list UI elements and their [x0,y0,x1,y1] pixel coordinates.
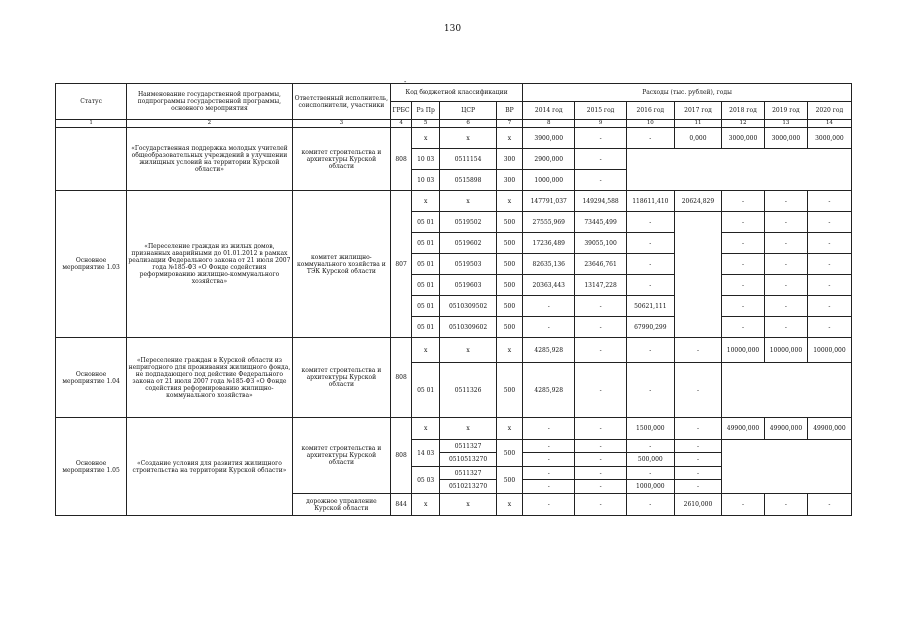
csr-cell: 0519503 [440,254,497,275]
value-cell: - [626,254,674,275]
col-number: 1 [56,120,127,128]
value-cell: - [575,338,626,363]
csr-cell: x [440,191,497,212]
value-cell: - [575,317,626,338]
value-cell: 39055,100 [575,233,626,254]
grbs-cell: 807 [391,191,412,338]
value-cell: 23646,761 [575,254,626,275]
csr-cell: 0519502 [440,212,497,233]
rzpr-cell: 14 03 [412,440,440,467]
csr-cell: 0511327 [440,440,497,453]
rzpr-cell: x [412,494,440,516]
value-cell: 500,000 [626,453,674,467]
header-rzpr: Рз Пр [412,102,440,120]
value-cell: - [807,233,851,254]
value-cell: - [722,254,765,275]
header-expenses: Расходы (тыс. рублей), годы [523,84,852,102]
status-cell [56,128,127,191]
responsible-cell: комитет строительства и архитектуры Курской области [292,418,390,494]
grbs-cell: 808 [391,338,412,418]
value-cell: - [722,191,765,212]
value-cell: 20363,443 [523,275,575,296]
rzpr-cell: 05 01 [412,254,440,275]
value-cell: - [626,440,674,453]
value-cell: - [523,453,575,467]
value-cell: - [523,494,575,516]
col-number: 11 [674,120,721,128]
page-number: 130 [443,24,462,34]
value-cell: 3000,000 [807,128,851,149]
value-cell: - [626,338,674,363]
value-cell: 2900,000 [523,149,575,170]
value-cell: 10000,000 [764,338,807,363]
value-cell: 3000,000 [764,128,807,149]
value-cell: 3000,000 [722,128,765,149]
header-grbs: ГРБС [391,102,412,120]
value-cell: - [575,467,626,480]
empty-cell [722,363,852,418]
value-cell: - [764,212,807,233]
vr-cell: 300 [496,149,522,170]
rzpr-cell: x [412,191,440,212]
header-year: 2018 год [722,102,765,120]
vr-cell: 300 [496,170,522,191]
value-cell: - [626,212,674,233]
value-cell: - [722,233,765,254]
vr-cell: 500 [496,296,522,317]
grbs-cell: 808 [391,128,412,191]
value-cell: - [764,275,807,296]
value-cell: - [626,467,674,480]
value-cell: - [764,233,807,254]
table-row [56,191,852,212]
rzpr-cell: x [412,128,440,149]
value-cell: 2610,000 [674,494,721,516]
grbs-cell: 844 [391,494,412,516]
header-year: 2017 год [674,102,721,120]
csr-cell: 0510309602 [440,317,497,338]
value-cell: 149294,588 [575,191,626,212]
value-cell: - [674,363,721,418]
responsible-cell: комитет жилищно-коммунального хозяйства и ТЭК Курской области [292,191,390,338]
col-number: 12 [722,120,765,128]
csr-cell: x [440,494,497,516]
header-year: 2020 год [807,102,851,120]
col-number: 8 [523,120,575,128]
measure-name: «Государственная поддержка молодых учителей общеобразовательных учреждений в улучшении жилищных условий на территории Курской области» [127,128,292,191]
value-cell: 27555,969 [523,212,575,233]
rzpr-cell: 05 01 [412,212,440,233]
value-cell: - [674,440,721,453]
column-numbers-row [56,120,852,128]
col-number: 9 [575,120,626,128]
value-cell: - [807,191,851,212]
value-cell: - [626,363,674,418]
rzpr-cell: 05 01 [412,296,440,317]
value-cell: - [764,254,807,275]
value-cell: 49900,000 [722,418,765,440]
header-year: 2015 год [575,102,626,120]
col-number: 4 [391,120,412,128]
value-cell: - [674,453,721,467]
rzpr-cell: 05 01 [412,363,440,418]
value-cell: 1500,000 [626,418,674,440]
budget-table [55,83,852,516]
value-cell: - [575,296,626,317]
value-cell: - [575,170,626,191]
value-cell: - [575,453,626,467]
rzpr-cell: x [412,418,440,440]
status-cell: Основное мероприятие 1.05 [56,418,127,516]
value-cell: 147791,037 [523,191,575,212]
value-cell: - [523,467,575,480]
csr-cell: x [440,128,497,149]
value-cell: - [523,440,575,453]
value-cell: 13147,228 [575,275,626,296]
responsible-cell: дорожное управление Курской области [292,494,390,516]
value-cell: - [764,296,807,317]
value-cell: 10000,000 [807,338,851,363]
vr-cell: 500 [496,212,522,233]
vr-cell: 500 [496,363,522,418]
value-cell: - [626,494,674,516]
value-cell: - [626,128,674,149]
vr-cell: 500 [496,440,522,467]
rzpr-cell: 05 03 [412,467,440,494]
value-cell: 49900,000 [764,418,807,440]
value-cell: 4285,928 [523,363,575,418]
value-cell: - [807,317,851,338]
value-cell: - [674,480,721,494]
csr-cell: 0510309502 [440,296,497,317]
value-cell: - [575,149,626,170]
value-cell: - [674,418,721,440]
value-cell: - [674,338,721,363]
value-cell: - [807,275,851,296]
col-number: 6 [440,120,497,128]
header-budget-code: Код бюджетной классификации [391,84,523,102]
value-cell: - [722,212,765,233]
col-number: 14 [807,120,851,128]
vr-cell: 500 [496,233,522,254]
vr-cell: 500 [496,254,522,275]
measure-name: «Переселение граждан из жилых домов, признанных аварийными до 01.01.2012 в рамках реализации Федерального закона от 21 июля 2007 года №185-ФЗ «О Фонде содействия реформированию жилищно-коммунального хозяйства» [127,191,292,338]
csr-cell: 0510513270 [440,453,497,467]
csr-cell: 0515898 [440,170,497,191]
vr-cell: x [496,338,522,363]
responsible-cell: комитет строительства и архитектуры Курской области [292,128,390,191]
header-year: 2014 год [523,102,575,120]
vr-cell: x [496,494,522,516]
col-number: 3 [292,120,390,128]
value-cell: 118611,410 [626,191,674,212]
value-cell: 17236,489 [523,233,575,254]
csr-cell: 0511327 [440,467,497,480]
vr-cell: x [496,418,522,440]
empty-cell [626,149,851,191]
value-cell: 10000,000 [722,338,765,363]
col-number: 5 [412,120,440,128]
value-cell: - [764,191,807,212]
value-cell: - [523,296,575,317]
header-csr: ЦСР [440,102,497,120]
value-cell: - [764,317,807,338]
vr-cell: 500 [496,275,522,296]
value-cell: - [575,480,626,494]
header-vr: ВР [496,102,522,120]
rzpr-cell: 05 01 [412,275,440,296]
value-cell: - [575,494,626,516]
table-row [56,418,852,440]
rzpr-cell: 10 03 [412,170,440,191]
header-responsible: Ответственный исполнитель, соисполнители, участники [292,84,390,120]
col-number: 10 [626,120,674,128]
value-cell: - [807,212,851,233]
value-cell: - [575,440,626,453]
value-cell: 49900,000 [807,418,851,440]
value-cell: 1000,000 [523,170,575,191]
rzpr-cell: 05 01 [412,317,440,338]
value-cell: - [807,494,851,516]
value-cell: 50621,111 [626,296,674,317]
vr-cell: 500 [496,467,522,494]
value-cell: 20624,829 [674,191,721,212]
value-cell: - [722,317,765,338]
value-cell: 3900,000 [523,128,575,149]
value-cell: 1000,000 [626,480,674,494]
col-number: 2 [127,120,292,128]
empty-cell [674,212,721,338]
value-cell: - [764,494,807,516]
value-cell: - [575,363,626,418]
csr-cell: x [440,338,497,363]
value-cell: - [575,418,626,440]
col-number: 7 [496,120,522,128]
value-cell: - [626,275,674,296]
value-cell: 67990,299 [626,317,674,338]
rzpr-cell: x [412,338,440,363]
csr-cell: 0510213270 [440,480,497,494]
measure-name: «Переселение граждан в Курской области из непригодного для проживания жилищного фонда, не подпадающего под действие Федерального закона от 21 июля 2007 года №185-ФЗ «О Фонде содействия реформированию жилищно-коммунального хозяйства» [127,338,292,418]
value-cell: - [807,296,851,317]
value-cell: - [674,467,721,480]
csr-cell: 0511326 [440,363,497,418]
col-number: 13 [764,120,807,128]
status-cell: Основное мероприятие 1.03 [56,191,127,338]
value-cell: - [807,254,851,275]
vr-cell: x [496,128,522,149]
csr-cell: 0519602 [440,233,497,254]
value-cell: - [523,480,575,494]
rzpr-cell: 05 01 [412,233,440,254]
table-row [56,128,852,149]
empty-cell [722,440,852,494]
value-cell: - [722,296,765,317]
header-name: Наименование государственной программы, подпрограммы государственной программы, основного мероприятия [127,84,292,120]
rzpr-cell: 10 03 [412,149,440,170]
value-cell: 4285,928 [523,338,575,363]
value-cell: - [722,494,765,516]
value-cell: - [722,275,765,296]
vr-cell: x [496,191,522,212]
header-year: 2019 год [764,102,807,120]
value-cell: - [626,233,674,254]
value-cell: - [575,128,626,149]
value-cell: 73445,499 [575,212,626,233]
measure-name: «Создание условия для развития жилищного строительства на территории Курской области» [127,418,292,516]
value-cell: 0,000 [674,128,721,149]
value-cell: - [523,317,575,338]
csr-cell: 0511154 [440,149,497,170]
value-cell: - [523,418,575,440]
status-cell: Основное мероприятие 1.04 [56,338,127,418]
table-row [56,338,852,363]
value-cell: 82635,136 [523,254,575,275]
header-year: 2016 год [626,102,674,120]
csr-cell: x [440,418,497,440]
grbs-cell: 808 [391,418,412,494]
separator-dash: - [404,78,407,86]
csr-cell: 0519603 [440,275,497,296]
responsible-cell: комитет строительства и архитектуры Курской области [292,338,390,418]
vr-cell: 500 [496,317,522,338]
header-status: Статус [56,84,127,120]
